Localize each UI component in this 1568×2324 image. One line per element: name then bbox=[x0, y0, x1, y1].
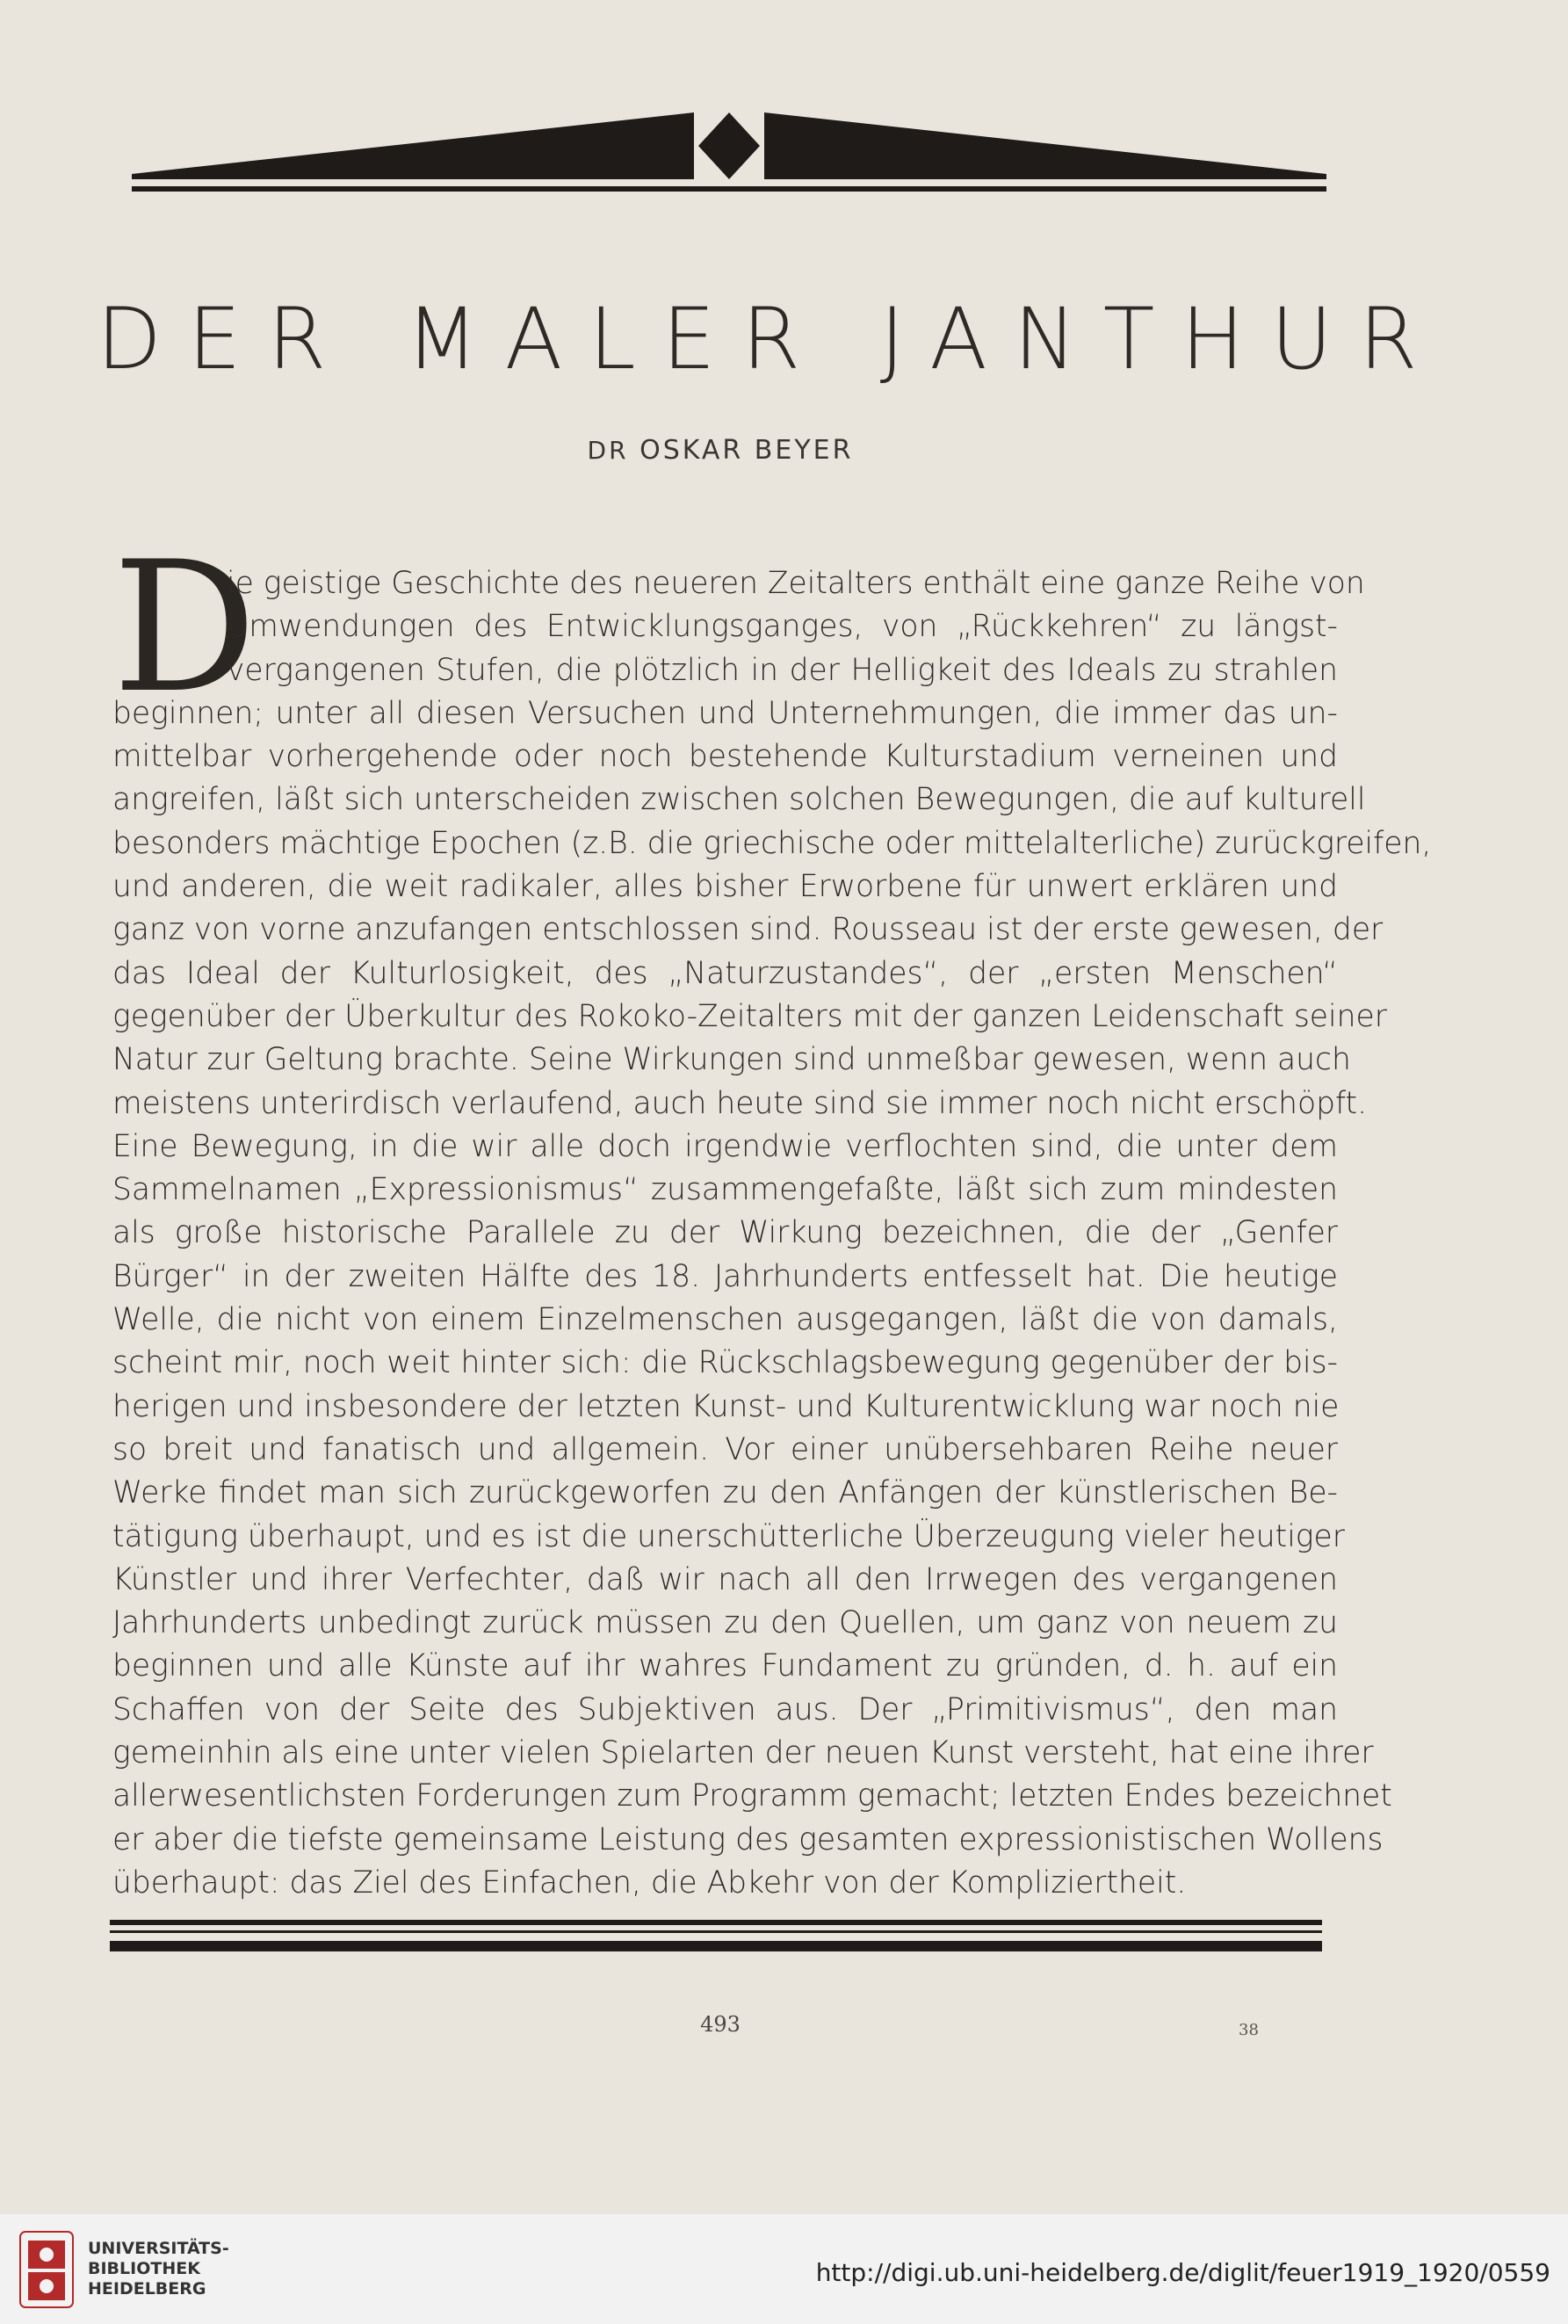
drop-cap: D bbox=[112, 524, 257, 733]
text-line: Welle, die nicht von einem Einzelmenschen ausgegangen, läßt die von damals, bbox=[112, 1302, 1338, 1338]
text-line: Werke findet man sich zurückgeworfen zu den Anfängen der künstlerischen Be- bbox=[112, 1475, 1338, 1511]
text-line: als große historische Parallele zu der Wirkung bezeichnen, die der „Genfer bbox=[112, 1215, 1338, 1251]
text-line: Künstler und ihrer Verfechter, daß wir nach all den Irrwegen des vergangenen bbox=[112, 1561, 1338, 1597]
text-line: beginnen; unter all diesen Versuchen und Unternehmungen, die immer das un- bbox=[112, 695, 1338, 731]
text-line: Natur zur Geltung brachte. Seine Wirkungen sind unmeßbar gewesen, wenn auch bbox=[112, 1042, 1351, 1078]
bottom-rule bbox=[110, 1920, 1322, 1962]
text-line: gemeinhin als eine unter vielen Spielarten der neuen Kunst versteht, hat eine ihrer bbox=[112, 1735, 1374, 1771]
text-line: und anderen, die weit radikaler, alles bisher Erworbene für unwert erklären und bbox=[112, 869, 1338, 905]
university-seal-icon bbox=[16, 2230, 77, 2309]
source-url-link[interactable]: http://digi.ub.uni-heidelberg.de/diglit/feuer1919_1920/0559 bbox=[815, 2258, 1550, 2287]
text-line: meistens unterirdisch verlaufend, auch heute sind sie immer noch nicht erschöpft. bbox=[112, 1085, 1368, 1121]
text-line: gegenüber der Überkultur des Rokoko-Zeitalters mit der ganzen Leidenschaft seiner bbox=[112, 998, 1387, 1034]
article-body bbox=[112, 562, 1432, 1905]
header-ornament bbox=[132, 105, 1326, 202]
text-line: Sammelnamen „Expressionismus“ zusammengefaßte, läßt sich zum mindesten bbox=[112, 1172, 1338, 1208]
text-line: besonders mächtige Epochen (z.B. die griechische oder mittelalterliche) zurückgreifen, bbox=[112, 825, 1432, 861]
text-line: Bürger“ in der zweiten Hälfte des 18. Jahrhunderts entfesselt hat. Die heutige bbox=[112, 1258, 1338, 1294]
text-line: vergangenen Stufen, die plötzlich in der Helligkeit des Ideals zu strahlen bbox=[227, 652, 1338, 688]
text-line: beginnen und alle Künste auf ihr wahres Fundament zu gründen, d. h. auf ein bbox=[112, 1648, 1338, 1684]
signature-mark: 38 bbox=[1239, 2021, 1259, 2039]
author-prefix: DR bbox=[587, 436, 629, 465]
page-number: 493 bbox=[700, 2012, 741, 2037]
text-line: Umwendungen des Entwicklungsganges, von „Rückkehren“ zu längst- bbox=[227, 609, 1338, 645]
text-line: scheint mir, noch weit hinter sich: die Rückschlagsbewegung gegenüber der bis- bbox=[112, 1345, 1338, 1381]
text-line: Schaffen von der Seite des Subjektiven aus. Der „Primitivismus“, den man bbox=[112, 1691, 1338, 1727]
text-line: tätigung überhaupt, und es ist die unerschütterliche Überzeugung vieler heutiger bbox=[112, 1518, 1345, 1554]
library-name: UNIVERSITÄTS- BIBLIOTHEK HEIDELBERG bbox=[88, 2239, 229, 2299]
text-line: allerwesentlichsten Forderungen zum Programm gemacht; letzten Endes bezeichnet bbox=[112, 1778, 1392, 1814]
text-line: herigen und insbesondere der letzten Kunst- und Kulturentwicklung war noch nie bbox=[112, 1388, 1340, 1424]
text-line: ganz von vorne anzufangen entschlossen sind. Rousseau ist der erste gewesen, der bbox=[112, 912, 1384, 948]
text-line: das Ideal der Kulturlosigkeit, des „Naturzustandes“, der „ersten Menschen“ bbox=[112, 955, 1338, 991]
article-title: DER MALER JANTHUR bbox=[97, 290, 1444, 388]
text-line: angreifen, läßt sich unterscheiden zwischen solchen Bewegungen, die auf kulturell bbox=[112, 782, 1366, 818]
text-line: Eine Bewegung, in die wir alle doch irgendwie verflochten sind, die unter dem bbox=[112, 1128, 1338, 1164]
text-line: mittelbar vorhergehende oder noch bestehende Kulturstadium verneinen und bbox=[112, 739, 1338, 775]
text-line: so breit und fanatisch und allgemein. Vor einer unübersehbaren Reihe neuer bbox=[112, 1431, 1338, 1467]
text-line: überhaupt: das Ziel des Einfachen, die Abkehr von der Kompliziertheit. bbox=[112, 1864, 1187, 1900]
author-byline bbox=[97, 435, 1344, 466]
text-line: ie geistige Geschichte des neueren Zeitalters enthält eine ganze Reihe von bbox=[227, 566, 1365, 601]
text-line: Jahrhunderts unbedingt zurück müssen zu den Quellen, um ganz von neuem zu bbox=[112, 1605, 1338, 1641]
author-name: OSKAR BEYER bbox=[639, 435, 854, 466]
text-line: er aber die tiefste gemeinsame Leistung des gesamten expressionistischen Wollens bbox=[112, 1821, 1384, 1857]
